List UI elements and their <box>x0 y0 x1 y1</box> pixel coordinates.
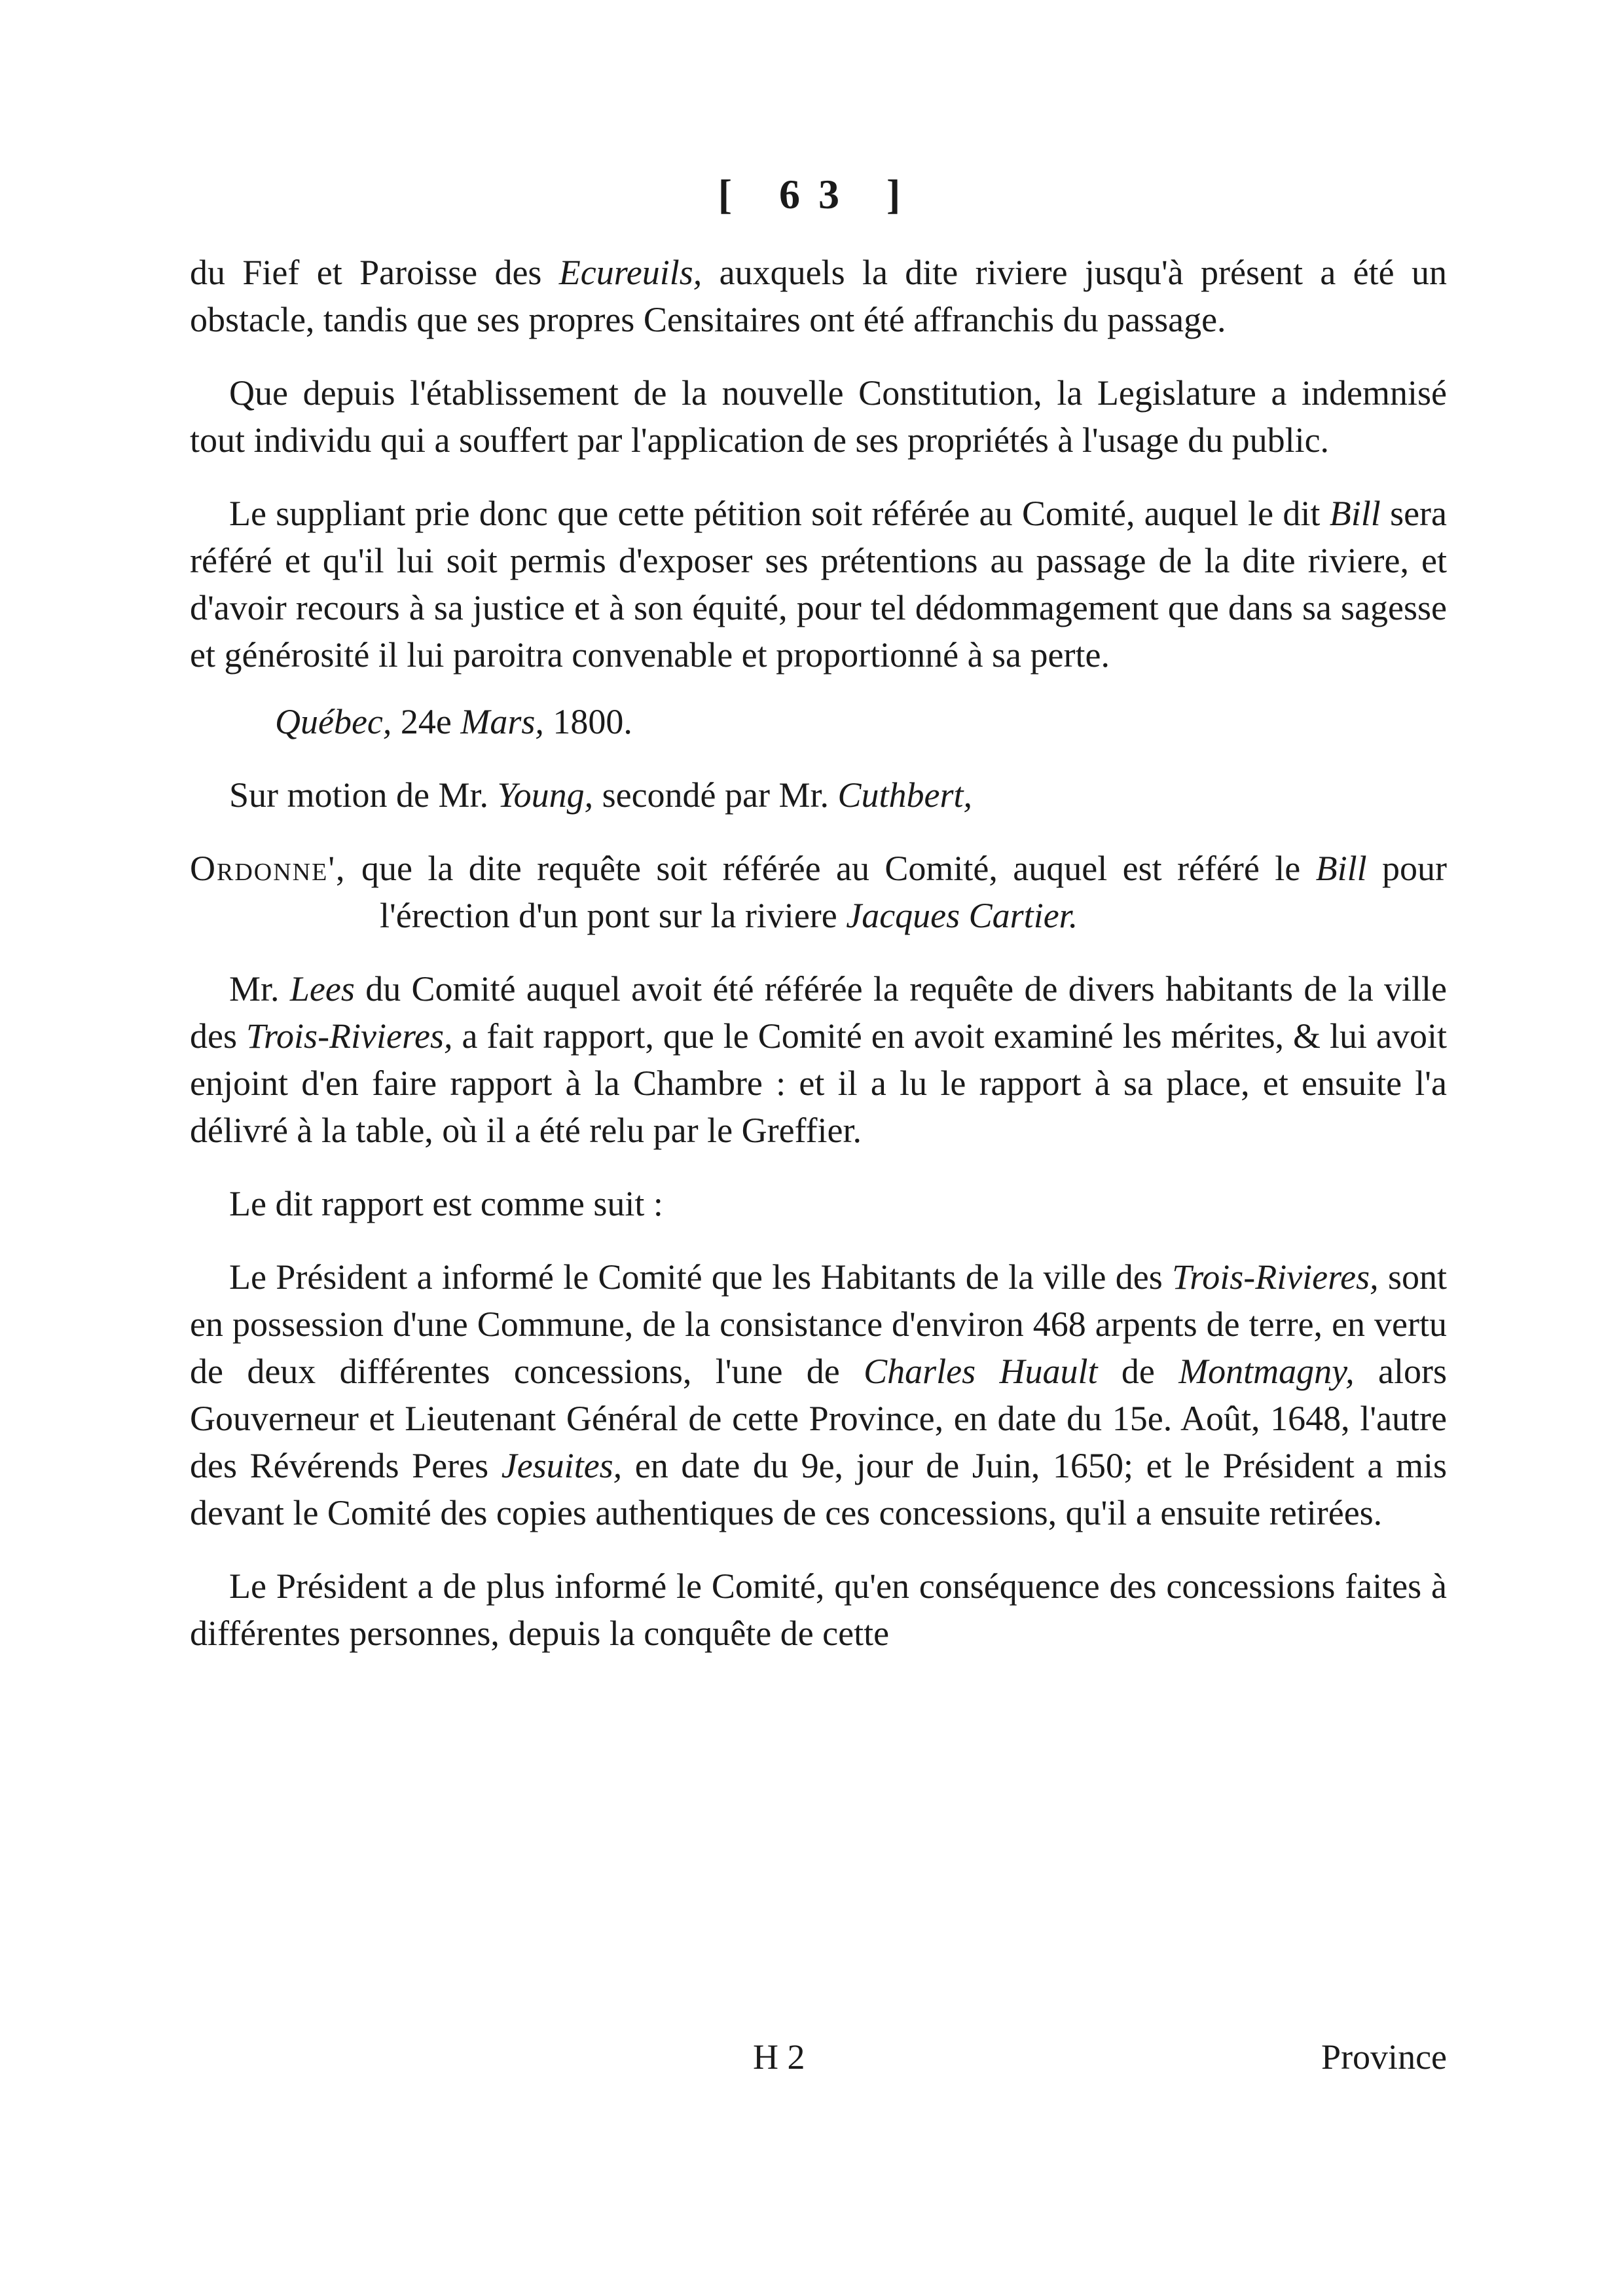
date-day: 24e <box>392 702 461 741</box>
paragraph-2: Que depuis l'établissement de la nouvelle Constitution, la Legislature a indemnisé tout individu qui a souffert par l'application de ses propriétés à l'usage du public. <box>190 373 1447 460</box>
text-run: de <box>1097 1352 1179 1391</box>
place-name: Trois-Rivieres, <box>1172 1257 1379 1297</box>
text-run: Sur motion de Mr. <box>229 775 498 815</box>
text-run: du Fief et Paroisse des <box>190 253 559 292</box>
date-place: Québec, <box>275 702 392 741</box>
date-year: 1800. <box>543 702 632 741</box>
text-run: Le suppliant prie donc que cette pétition soit référée au Comité, auquel le dit <box>229 494 1330 533</box>
paragraph-4 <box>190 965 1447 1154</box>
text-run: en date du 9e, jour de Juin, 1650; et le Président a mis devant le Comité des copies authentiques de ces concessions, qu'il a ensuite retirées. <box>190 1446 1447 1532</box>
paragraph-6 <box>190 1253 1447 1536</box>
person-name: Montmagny, <box>1178 1352 1355 1391</box>
text-run: que la dite requête soit référée au Comité, auquel est référé le <box>346 849 1316 888</box>
mover-name: Young, <box>497 775 594 815</box>
place-name: Ecureuils, <box>558 253 702 292</box>
date-month: Mars, <box>460 702 544 741</box>
page-footer <box>190 2037 1447 2083</box>
text-run: du Comité auquel avoit été référée la requête de divers habitants de la ville des <box>190 969 1447 1056</box>
signature-mark: H 2 <box>753 2037 805 2077</box>
catchword: Province <box>1321 2037 1447 2077</box>
text-run: secondé par Mr. <box>593 775 838 815</box>
text-run: auxquels la dite riviere jusqu'à présent a été un obstacle, tandis que ses propres Censitaires ont été affranchis du passage. <box>190 253 1447 339</box>
river-name: Jacques Cartier. <box>846 896 1078 935</box>
place-name: Trois-Rivieres, <box>246 1016 453 1056</box>
bill-term: Bill <box>1315 849 1367 888</box>
dateline <box>190 698 1447 745</box>
text-run: Mr. <box>229 969 290 1009</box>
motion-line <box>190 771 1447 819</box>
paragraph-5: Le dit rapport est comme suit : <box>229 1184 663 1223</box>
seconder-name: Cuthbert, <box>837 775 972 815</box>
bill-term: Bill <box>1329 494 1381 533</box>
order-paragraph <box>190 845 1447 939</box>
text-run: a fait rapport, que le Comité en avoit examiné les mérites, & lui avoit enjoint d'en faire rapport à la Chambre : et il a lu le rapport à sa place, et ensuite l'a délivré à la table, où il a été relu par le Greffier. <box>190 1016 1447 1150</box>
paragraph-7: Le Président a de plus informé le Comité, qu'en conséquence des concessions faites à différentes personnes, depuis la conquête de cette <box>190 1566 1447 1653</box>
text-run: sont en possession d'une Commune, de la consistance d'environ 468 arpents de terre, en vertu de deux différentes concessions, l'une de <box>190 1257 1447 1391</box>
text-run: sera référé et qu'il lui soit permis d'exposer ses prétentions au passage de la dite riviere, et d'avoir recours à sa justice et à son équité, pour tel dédommagement que dans sa sagesse et générosité il lui paroitra convenable et proportionné à sa perte. <box>190 494 1448 675</box>
member-name: Lees <box>289 969 355 1009</box>
paragraph-3 <box>190 490 1447 678</box>
person-name: Charles Huault <box>864 1352 1098 1391</box>
document-page <box>190 151 1448 2077</box>
paragraph-1 <box>190 249 1447 343</box>
order-name: Jesuites, <box>501 1446 623 1485</box>
text-run: pour l'érection d'un pont sur la riviere <box>380 849 1447 935</box>
text-run: Le Président a informé le Comité que les Habitants de la ville des <box>229 1257 1173 1297</box>
order-label: Ordonne', <box>190 849 346 888</box>
body-text <box>190 249 1447 1683</box>
page-number: [ 63 ] <box>718 171 919 217</box>
text-run: alors Gouverneur et Lieutenant Général de cette Province, en date du 15e. Août, 1648, l'autre des Révérends Peres <box>190 1352 1447 1485</box>
